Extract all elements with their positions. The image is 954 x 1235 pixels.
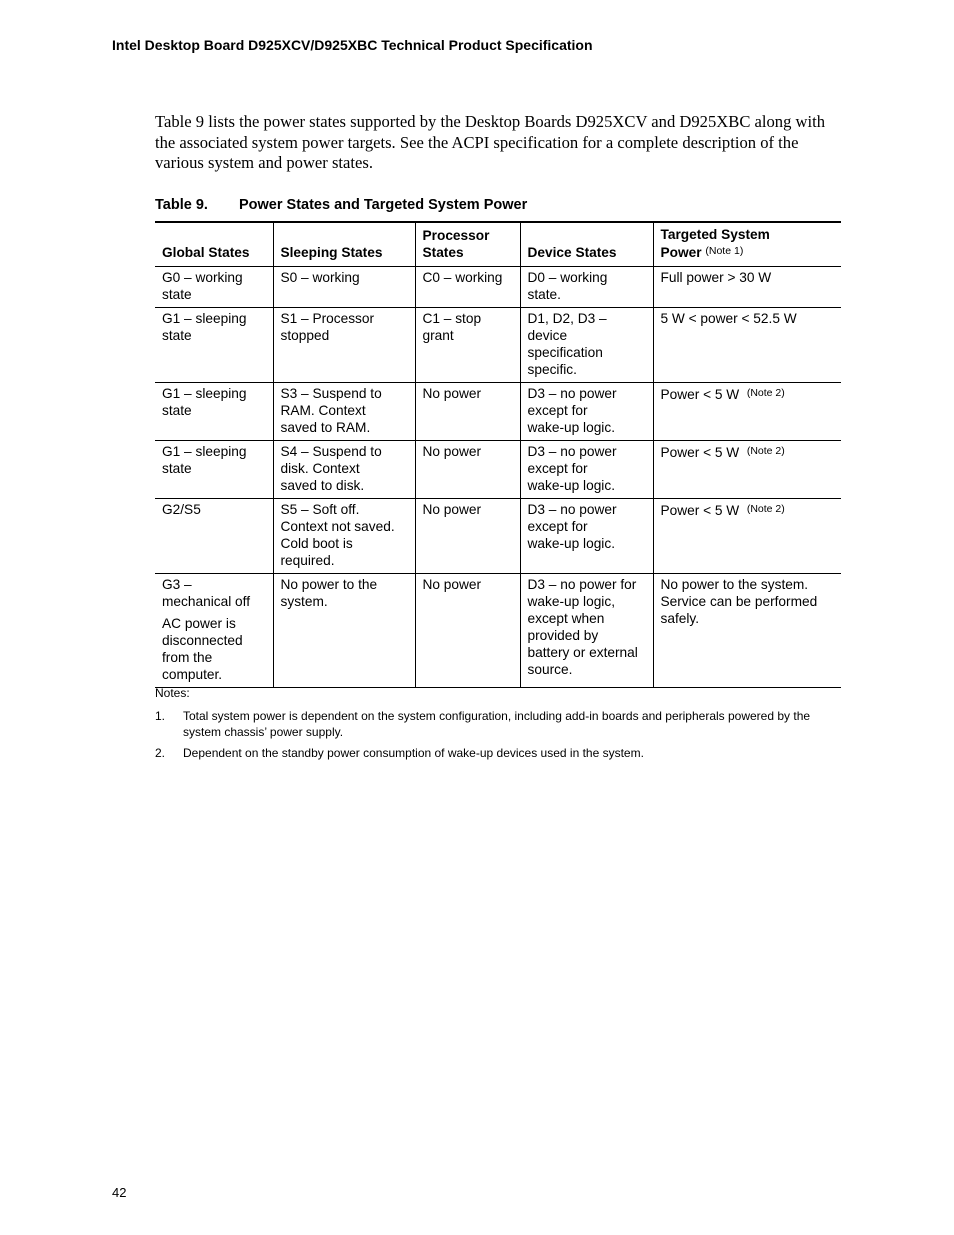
cell-power: Power < 5 W $^{(Note 2)}$ [653, 441, 841, 499]
table-row [155, 574, 841, 688]
table-row [155, 441, 841, 499]
running-header: Intel Desktop Board D925XCV/D925XBC Technical Product Specification [112, 37, 593, 53]
cell-processor: No power [415, 441, 520, 499]
header-sleeping-states: Sleeping States [273, 222, 415, 267]
cell-processor: No power [415, 574, 520, 688]
cell-global-note: AC power is disconnected from the computer. [162, 616, 243, 682]
table-title: Power States and Targeted System Power [239, 197, 528, 213]
header-targeted-power: Targeted System Power $^{(Note 1)}$ [653, 222, 841, 267]
cell-sleeping: No power to the system. [273, 574, 415, 688]
cell-processor: No power [415, 383, 520, 441]
table-caption [155, 197, 527, 213]
cell-global: G3 – mechanical off AC power is disconnected from the computer. [155, 574, 273, 688]
cell-sleeping: S1 – Processor stopped [273, 308, 415, 383]
note-number: 1. [155, 709, 166, 723]
header-device-states: Device States [520, 222, 653, 267]
cell-device: D3 – no power except for wake-up logic. [520, 499, 653, 574]
cell-global: G1 – sleeping state [155, 383, 273, 441]
cell-device: D0 – working state. [520, 267, 653, 308]
cell-global: G2/S5 [155, 499, 273, 574]
cell-global: G1 – sleeping state [155, 308, 273, 383]
cell-sleeping: S4 – Suspend to disk. Context saved to disk. [273, 441, 415, 499]
note-number: 2. [155, 746, 166, 760]
intro-paragraph: Table 9 lists the power states supported by the Desktop Boards D925XCV and D925XBC along with the associated system power targets. See the ACPI specification for a complete description of the various system and power states. [155, 112, 826, 172]
cell-power: Power < 5 W $^{(Note 2)}$ [653, 383, 841, 441]
table-header-row [155, 222, 841, 267]
cell-power: No power to the system. Service can be performed safely. [653, 574, 841, 688]
cell-device: D1, D2, D3 – device specification specific. [520, 308, 653, 383]
header-processor-states: Processor States [415, 222, 520, 267]
cell-processor: No power [415, 499, 520, 574]
cell-device: D3 – no power except for wake-up logic. [520, 383, 653, 441]
power-note-ref: (Note 2) [746, 503, 785, 515]
page-number: 42 [112, 1185, 127, 1200]
cell-global: G0 – working state [155, 267, 273, 308]
note-1 [155, 708, 815, 740]
note-text: Total system power is dependent on the system configuration, including add-in boards and peripherals powered by the system chassis’ power supply. [183, 709, 811, 739]
cell-sleeping: S3 – Suspend to RAM. Context saved to RAM. [273, 383, 415, 441]
header-global-states: Global States [155, 222, 273, 267]
note-text: Dependent on the standby power consumption of wake-up devices used in the system. [183, 746, 644, 760]
power-note-ref: (Note 2) [746, 387, 785, 399]
cell-sleeping: S5 – Soft off. Context not saved. Cold boot is required. [273, 499, 415, 574]
cell-power: Power < 5 W $^{(Note 2)}$ [653, 499, 841, 574]
power-states-table [155, 221, 841, 688]
table-row [155, 308, 841, 383]
table-row [155, 267, 841, 308]
power-note-ref: (Note 2) [746, 445, 785, 457]
table-number: Table 9. [155, 197, 208, 213]
cell-sleeping: S0 – working [273, 267, 415, 308]
cell-processor: C0 – working [415, 267, 520, 308]
cell-processor: C1 – stop grant [415, 308, 520, 383]
cell-power: Full power > 30 W [653, 267, 841, 308]
header-power-note: (Note 1) [705, 245, 744, 257]
table-row [155, 499, 841, 574]
cell-device: D3 – no power for wake-up logic, except when provided by battery or external source. [520, 574, 653, 688]
cell-device: D3 – no power except for wake-up logic. [520, 441, 653, 499]
note-2 [155, 745, 815, 761]
table-row [155, 383, 841, 441]
cell-global: G1 – sleeping state [155, 441, 273, 499]
cell-power: 5 W < power < 52.5 W [653, 308, 841, 383]
notes-label: Notes: [155, 686, 190, 700]
